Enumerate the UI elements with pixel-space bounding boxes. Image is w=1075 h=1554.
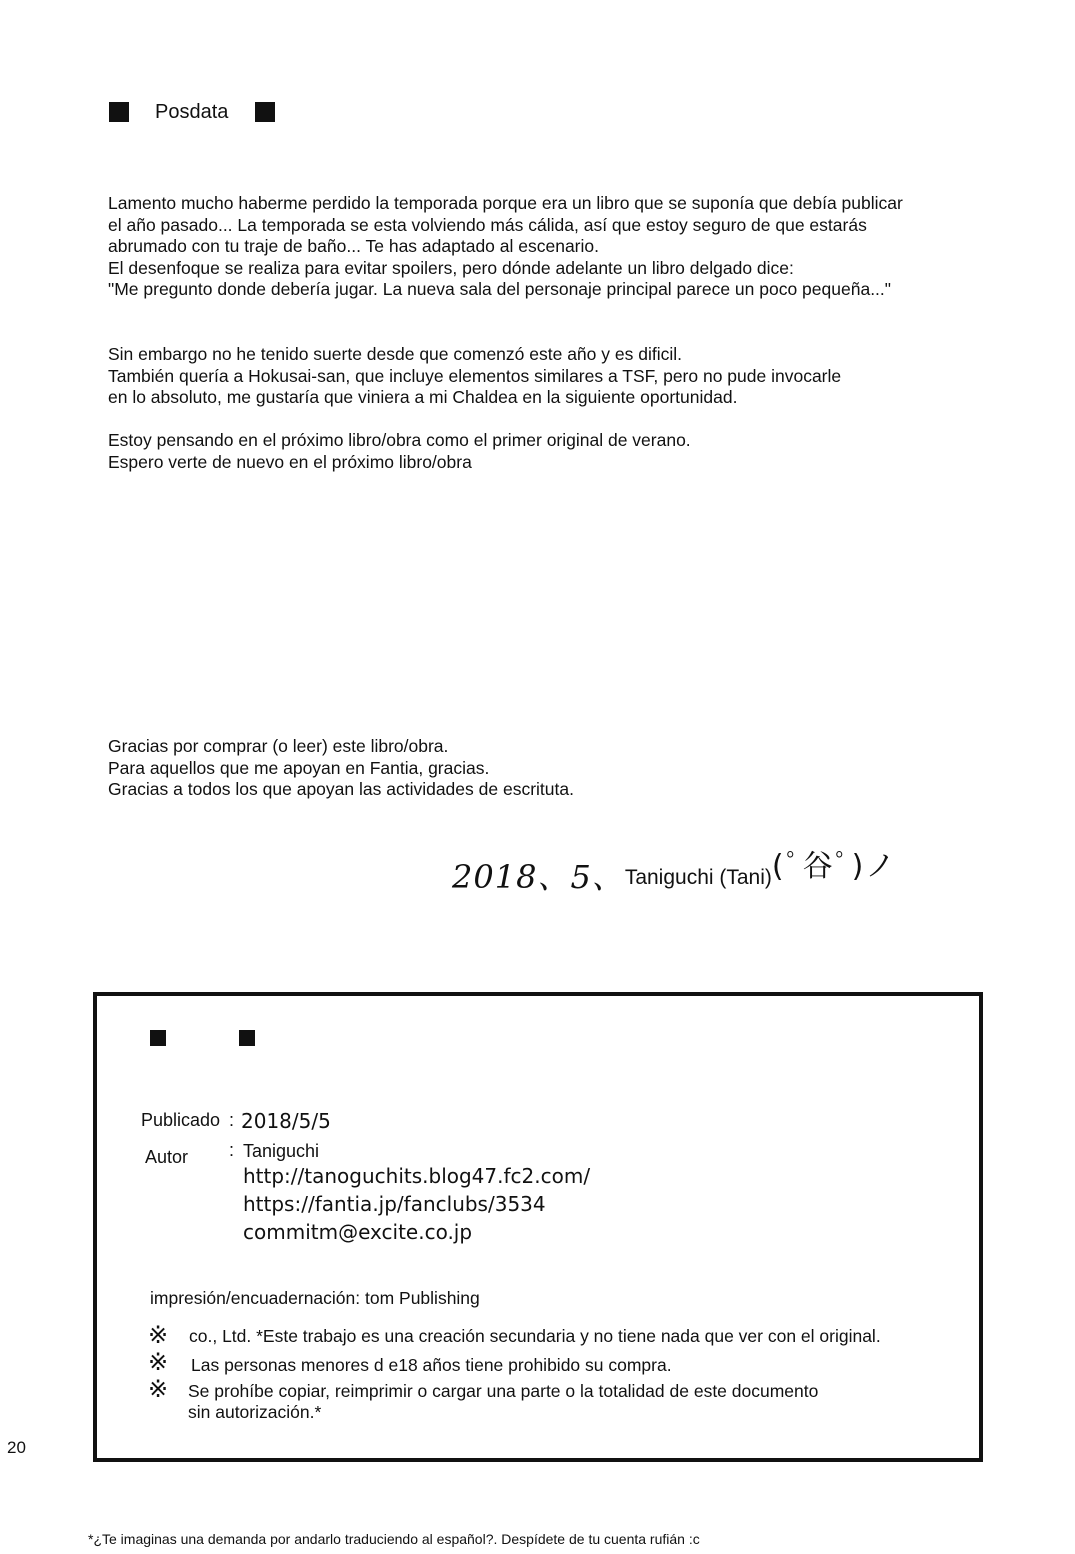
text-line: el año pasado... La temporada se esta volviendo más cálida, así que estoy seguro de que estarás bbox=[108, 214, 867, 235]
author-email: commitm@excite.co.jp bbox=[243, 1220, 473, 1244]
paragraph-4 bbox=[108, 736, 574, 801]
signature-date: 2018、5、 bbox=[452, 858, 625, 896]
text-line: abrumado con tu traje de baño... Te has adaptado al escenario. bbox=[108, 236, 599, 257]
colophon-box bbox=[93, 992, 983, 1462]
note-line: Las personas menores d e18 años tiene prohibido su compra. bbox=[191, 1355, 672, 1375]
text-line: Estoy pensando en el próximo libro/obra como el primer original de verano. bbox=[108, 430, 691, 450]
note-line: sin autorización.* bbox=[188, 1402, 322, 1422]
author-fantia-url: https://fantia.jp/fanclubs/3534 bbox=[243, 1192, 546, 1216]
text-line: Lamento mucho haberme perdido la temporada porque era un libro que se suponía que debía publicar bbox=[108, 193, 903, 213]
colophon-square-left bbox=[150, 1030, 166, 1046]
page-title: Posdata bbox=[155, 101, 229, 123]
text-line: También quería a Hokusai-san, que incluye elementos similares a TSF, pero no pude invocarle bbox=[108, 365, 842, 386]
colophon-square-right bbox=[239, 1030, 255, 1046]
title-square-right bbox=[255, 102, 275, 122]
published-label: Publicado bbox=[141, 1110, 221, 1130]
paragraph-1 bbox=[108, 193, 903, 301]
translator-note: *¿Te imaginas una demanda por andarlo traduciendo al español?. Despídete de tu cuenta rufián :c bbox=[88, 1531, 700, 1547]
author-name: Taniguchi bbox=[243, 1141, 320, 1161]
published-colon: : bbox=[229, 1110, 235, 1130]
signature-face-doodle: (ﾟ谷ﾟ)ノ bbox=[771, 849, 898, 884]
text-line: Gracias por comprar (o leer) este libro/obra. bbox=[108, 736, 449, 756]
printing-info: impresión/encuadernación: tom Publishing bbox=[150, 1288, 480, 1308]
published-date: 2018/5/5 bbox=[241, 1109, 331, 1133]
note-line: co., Ltd. *Este trabajo es una creación secundaria y no tiene nada que ver con el original. bbox=[189, 1326, 881, 1346]
text-line: "Me pregunto donde debería jugar. La nueva sala del personaje principal parece un poco pequeña..." bbox=[108, 279, 891, 300]
note-line: Se prohíbe copiar, reimprimir o cargar una parte o la totalidad de este documento bbox=[188, 1381, 819, 1401]
note-mark: ※ bbox=[148, 1348, 169, 1376]
author-blog-url: http://tanoguchits.blog47.fc2.com/ bbox=[243, 1164, 591, 1188]
signature-name: Taniguchi (Tani) bbox=[624, 866, 772, 889]
note-mark: ※ bbox=[148, 1321, 169, 1349]
text-line: Para aquellos que me apoyan en Fantia, gracias. bbox=[108, 757, 490, 778]
text-line: en lo absoluto, me gustaría que viniera a mi Chaldea en la siguiente oportunidad. bbox=[108, 387, 738, 408]
text-line: Gracias a todos los que apoyan las actividades de escrituta. bbox=[108, 779, 574, 800]
signature bbox=[452, 849, 898, 898]
author-colon: : bbox=[229, 1140, 235, 1160]
note-mark: ※ bbox=[148, 1375, 169, 1403]
page-number: 20 bbox=[7, 1438, 26, 1457]
text-line: Espero verte de nuevo en el próximo libro/obra bbox=[108, 451, 472, 472]
title-square-left bbox=[109, 102, 129, 122]
text-line: El desenfoque se realiza para evitar spoilers, pero dónde adelante un libro delgado dice: bbox=[108, 257, 794, 278]
author-label: Autor bbox=[145, 1147, 189, 1167]
paragraph-2 bbox=[108, 344, 841, 409]
paragraph-3 bbox=[108, 430, 691, 473]
text-line: Sin embargo no he tenido suerte desde que comenzó este año y es dificil. bbox=[108, 344, 682, 364]
